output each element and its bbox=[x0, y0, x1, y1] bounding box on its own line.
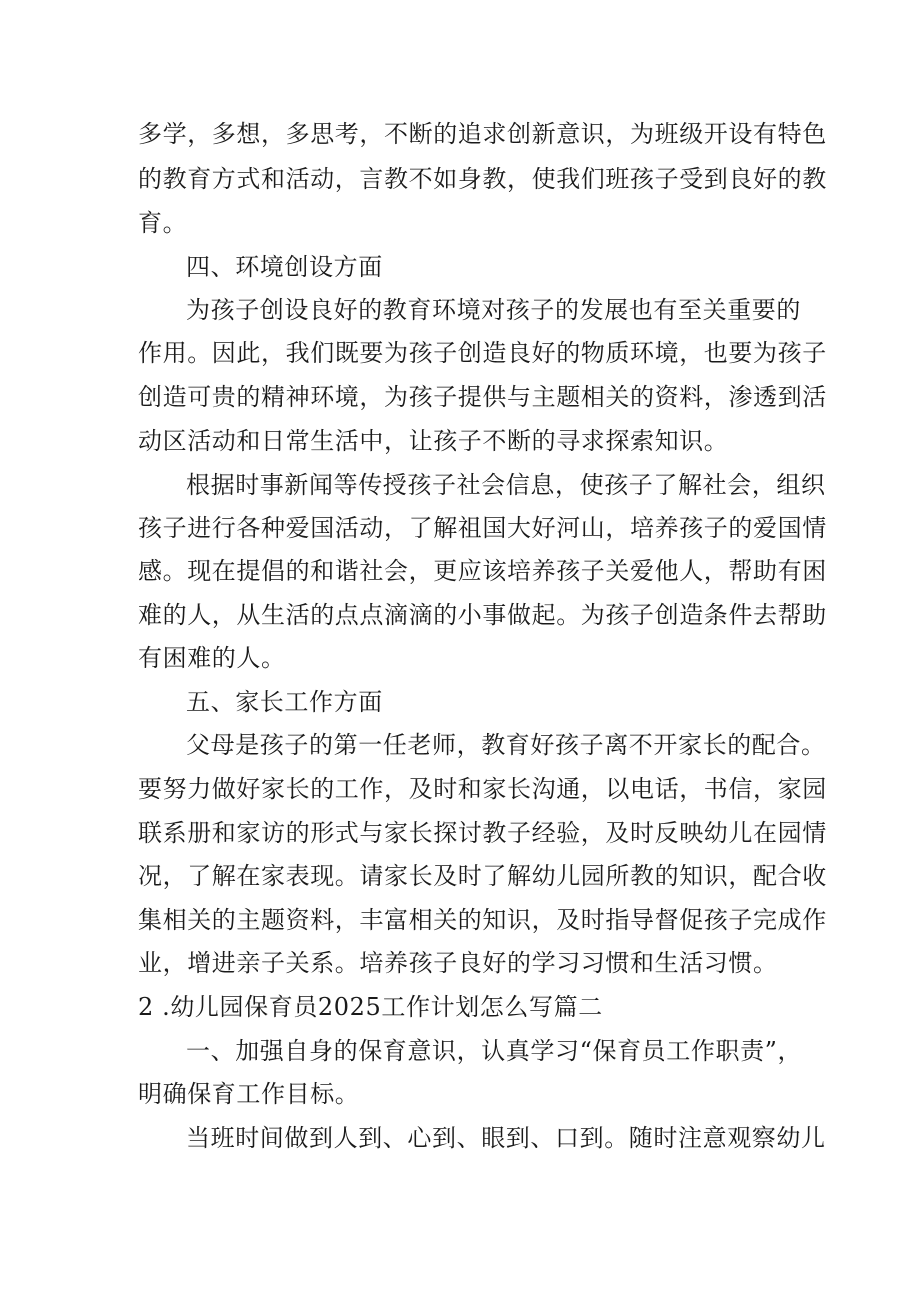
body-text-line: 多学，多想，多思考，不断的追求创新意识，为班级开设有特色 bbox=[138, 120, 827, 148]
body-text-line: 当班时间做到人到、心到、眼到、口到。随时注意观察幼儿 bbox=[186, 1124, 826, 1152]
body-text-line: 孩子进行各种爱国活动，了解祖国大好河山，培养孩子的爱国情 bbox=[138, 514, 827, 542]
body-text-line: 感。现在提倡的和谐社会，更应该培养孩子关爱他人，帮助有困 bbox=[138, 557, 827, 585]
body-text-line: 要努力做好家长的工作，及时和家长沟通，以电话，书信，家园 bbox=[138, 775, 827, 803]
body-text-line: 育。 bbox=[138, 209, 188, 237]
body-text-line: 根据时事新闻等传授孩子社会信息，使孩子了解社会，组织 bbox=[186, 471, 826, 499]
body-text-line: 业，增进亲子关系。培养孩子良好的学习习惯和生活习惯。 bbox=[138, 949, 778, 977]
section-heading: 四、环境创设方面 bbox=[186, 253, 383, 281]
section-heading: 五、家长工作方面 bbox=[186, 688, 383, 716]
body-text-line: 为孩子创设良好的教育环境对孩子的发展也有至关重要的 bbox=[186, 296, 801, 324]
body-text-line: 有困难的人。 bbox=[138, 644, 286, 672]
body-text-line: 的教育方式和活动，言教不如身教，使我们班孩子受到良好的教 bbox=[138, 165, 827, 193]
body-text-line: 况，了解在家表现。请家长及时了解幼儿园所教的知识，配合收 bbox=[138, 862, 827, 890]
body-text-line: 联系册和家访的形式与家长探讨教子经验，及时反映幼儿在园情 bbox=[138, 819, 827, 847]
body-text-line: 作用。因此，我们既要为孩子创造良好的物质环境，也要为孩子 bbox=[138, 339, 827, 367]
body-text-line: 集相关的主题资料，丰富相关的知识，及时指导督促孩子完成作 bbox=[138, 906, 827, 934]
body-text-line: 明确保育工作目标。 bbox=[138, 1080, 360, 1108]
body-text-line: 父母是孩子的第一任老师，教育好孩子离不开家长的配合。 bbox=[186, 731, 826, 759]
body-text-line: 创造可贵的精神环境，为孩子提供与主题相关的资料，渗透到活 bbox=[138, 383, 827, 411]
body-text-line: 动区活动和日常生活中，让孩子不断的寻求探索知识。 bbox=[138, 427, 729, 455]
body-text-line: 难的人，从生活的点点滴滴的小事做起。为孩子创造条件去帮助 bbox=[138, 601, 827, 629]
article-heading: 2 .幼儿园保育员2025工作计划怎么写篇二 bbox=[138, 993, 603, 1021]
body-text-line: 一、加强自身的保育意识，认真学习“保育员工作职责”， bbox=[186, 1037, 803, 1065]
